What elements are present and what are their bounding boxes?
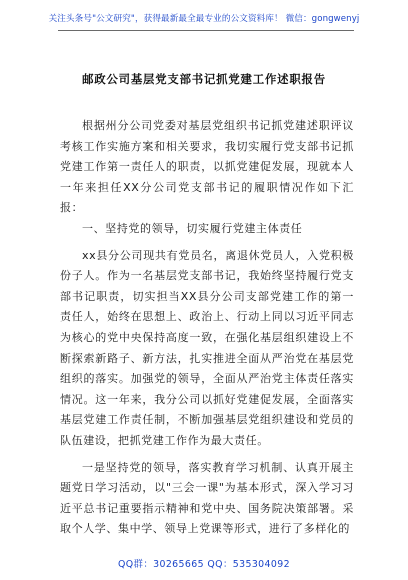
- document-title: 邮政公司基层党支部书记抓党建工作述职报告: [82, 72, 326, 86]
- document-body: [60, 116, 354, 540]
- section-heading-1: 一、坚持党的领导，切实履行党建主体责任: [82, 221, 303, 235]
- paragraph-intro: 根据州分公司党委对基层党组织书记抓党建述职评议考核工作实施方案和相关要求，我切实履行党支部书记抓党建工作第一责任人的职责，以抓党建促发展，现就本人一年来担任XX分公司党支部书记的履职情况作如下汇报：: [60, 119, 354, 215]
- header-divider: [58, 30, 354, 31]
- footer-contact-note: QQ群：30265665 QQ：535304092: [117, 559, 291, 570]
- header-promo-note: 关注头条号"公文研究"，获得最新最全最专业的公文资料库！ 微信：gongwenyj: [48, 14, 360, 24]
- paragraph-study-mechanism: 一是坚持党的领导，落实教育学习机制、认真开展主题党日学习活动，以"三会一课"为基本形式，深入学习习近平总书记重要指示精神和党中央、国务院决策部署。采取个人学、集中学、领导上党课等形式，进行了多样化的: [60, 460, 354, 536]
- paragraph-party-members: xx县分公司现共有党员名，离退休党员人，入党积极份子人。作为一名基层党支部书记，我始终坚持履行党支部书记职责，切实担当XX县分公司支部党建工作的第一责任人，始终在思想上、政治上、行动上同以习近平同志为核心的党中央保持高度一致，在强化基层组织建设上不断探索新路子、新方法，扎实推进全面从严治党在基层党组织的落实。加强党的领导，全面从严治党主体责任落实情况。这一年来，我分公司以抓好党建促发展，全面落实基层党建工作责任制，不断加强基层党组织建设和党员的队伍建设，把抓党建工作作为最大责任。: [60, 248, 354, 447]
